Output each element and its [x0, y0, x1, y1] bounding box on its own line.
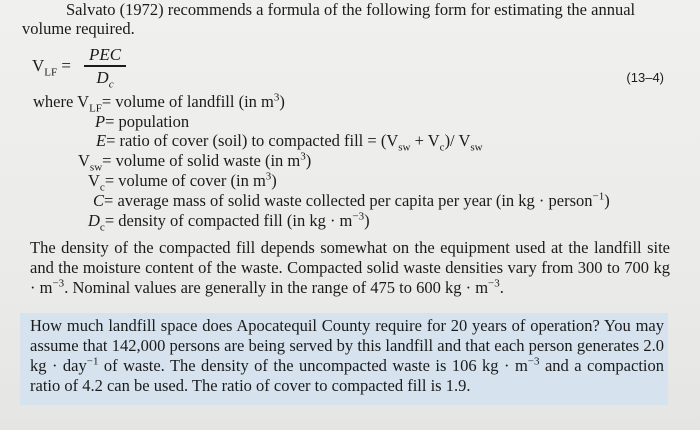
- definition-solid-waste-volume: [78, 150, 312, 174]
- definition-subscript: c: [99, 181, 105, 194]
- question-text: How much landfill space does Apocatequil County require for 20 years of operation? You may assume that 142,000 persons are being served by this landfill and that each person generates 2.0 kg · day: [30, 316, 664, 375]
- formula-numerator: PEC: [88, 45, 122, 64]
- definition-close: ): [305, 151, 312, 170]
- definition-superscript: 3: [300, 150, 306, 163]
- definition-waste-mass: [93, 191, 610, 211]
- definition-symbol: D: [88, 211, 100, 230]
- density-paragraph: [30, 238, 670, 298]
- where-text: where V: [33, 92, 90, 111]
- definition-text-close: )/ V: [444, 131, 471, 150]
- formula-denominator: [84, 67, 126, 90]
- question-superscript: −3: [527, 355, 540, 368]
- definition-symbol: C: [93, 191, 105, 210]
- definition-close: ): [364, 211, 370, 230]
- definition-symbol: V: [78, 151, 90, 170]
- definition-cover-ratio: [96, 131, 483, 154]
- definition-subscript: sw: [89, 161, 103, 174]
- definition-close: ): [604, 191, 610, 210]
- equation-number: (13–4): [626, 70, 664, 85]
- intro-line-1: Salvato (1972) recommends a formula of the following form for estimating the annual: [66, 0, 636, 19]
- paragraph-superscript: −3: [52, 277, 65, 290]
- formula-lhs: [32, 56, 71, 79]
- definition-text: = average mass of solid waste collected per capita per year (in kg · person: [104, 191, 593, 210]
- formula-denominator-symbol: D: [96, 67, 109, 87]
- definition-symbol: E: [96, 131, 107, 150]
- question-text: and a compaction ratio of 4.2 can be used. The ratio of cover to compacted fill is 1.9.: [30, 356, 664, 395]
- paragraph-text: The density of the compacted fill depends somewhat on the equipment used at the landfill site and the moisture content of the waste. Compacted solid waste densities vary from 300 to 700 kg · m: [30, 238, 670, 297]
- definition-where: [33, 91, 285, 115]
- formula-lhs-subscript: LF: [44, 66, 58, 79]
- definition-subscript: sw: [398, 141, 411, 154]
- definition-fill-density: [88, 210, 370, 234]
- definition-superscript: −3: [352, 210, 365, 223]
- definition-subscript: c: [99, 221, 105, 234]
- definition-superscript: 3: [265, 170, 272, 183]
- formula-equals: =: [57, 56, 71, 75]
- definition-population: [95, 112, 189, 132]
- definition-symbol: V: [88, 171, 100, 190]
- paragraph-text: . Nominal values are generally in the range of 475 to 600 kg · m: [64, 278, 489, 297]
- definition-text: = density of compacted fill (in kg · m: [104, 211, 353, 230]
- definition-text-mid: + V: [410, 131, 440, 150]
- formula-fraction: [84, 45, 126, 90]
- definition-symbol: P: [95, 112, 106, 131]
- definition-subscript: c: [439, 141, 445, 154]
- definition-subscript: sw: [470, 141, 483, 154]
- definition-text: = population: [105, 112, 190, 131]
- definition-text: = volume of solid waste (in m: [102, 151, 301, 170]
- where-rest: = volume of landfill (in m: [101, 92, 274, 111]
- question-text: of waste. The density of the uncompacted waste is 106 kg · m: [98, 356, 528, 375]
- formula-lhs-symbol: V: [32, 56, 45, 75]
- where-subscript: LF: [89, 102, 102, 115]
- definition-cover-volume: [88, 170, 277, 194]
- paragraph-superscript: −3: [488, 277, 500, 290]
- paragraph-text: .: [499, 278, 504, 297]
- where-close: ): [279, 92, 285, 111]
- fraction-bar: [84, 65, 126, 67]
- formula-denominator-subscript: c: [108, 77, 114, 90]
- intro-line-2: volume required.: [22, 19, 135, 38]
- where-superscript: 3: [273, 91, 280, 104]
- definition-superscript: −1: [592, 190, 605, 203]
- question-superscript: −1: [86, 355, 99, 368]
- definition-text: = ratio of cover (soil) to compacted fill = (V: [106, 131, 399, 150]
- definition-close: ): [271, 171, 277, 190]
- definition-text: = volume of cover (in m: [104, 171, 266, 190]
- question-paragraph: [30, 316, 664, 396]
